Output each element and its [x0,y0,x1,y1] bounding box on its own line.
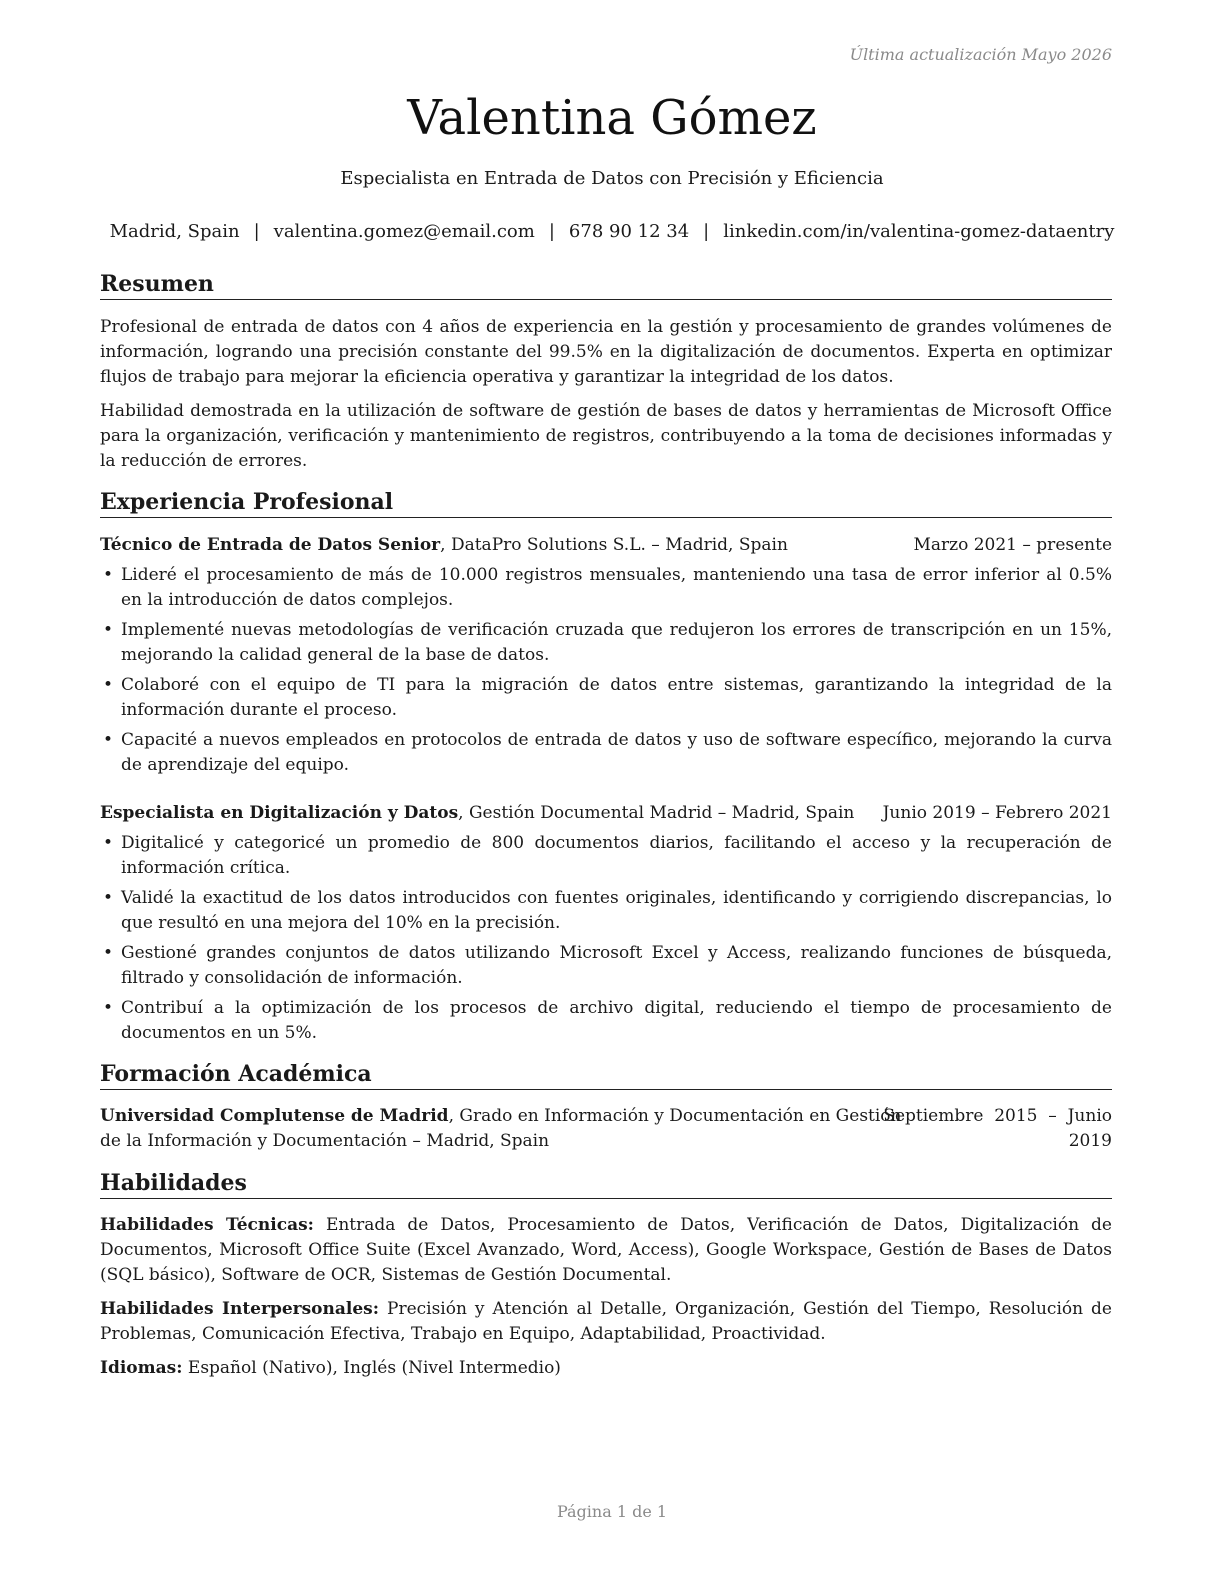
summary-paragraph: Profesional de entrada de datos con 4 años de experiencia en la gestión y procesamiento de grandes volúmenes de información, logrando una precisión constante del 99.5% en la digitalización de documentos. Experta en optimizar flujos de trabajo para mejorar la eficiencia operativa y garantizar la integridad de los datos. [100,317,1112,387]
candidate-name: Valentina Gómez [407,90,817,146]
education-degree: , Grado en Información y Documentación en Gestión [448,1106,902,1126]
skills-technical [100,1213,1112,1288]
skills-label: Habilidades Técnicas: [100,1215,314,1235]
list-item: • Colaboré con el equipo de TI para la migración de datos entre sistemas, garantizando la integridad de la información durante el proceso. [100,673,1112,723]
education-institution: Universidad Complutense de Madrid [100,1106,449,1126]
list-item: • Validé la exactitud de los datos introducidos con fuentes originales, identificando y corrigiendo discrepancias, lo que resultó en una mejora del 10% en la precisión. [100,886,1112,936]
skills-text: Precisión y Atención al Detalle, Organización, Gestión del Tiempo, Resolución de Problemas, Comunicación Efectiva, Trabajo en Equipo, Adaptabilidad, Proactividad. [100,1299,1112,1344]
list-item: • Digitalicé y categoricé un promedio de 800 documentos diarios, facilitando el acceso y la recuperación de información crítica. [100,831,1112,881]
list-item: • Contribuí a la optimización de los procesos de archivo digital, reduciendo el tiempo de procesamiento de documentos en un 5%. [100,996,1112,1046]
job-company: , DataPro Solutions S.L. – Madrid, Spain [440,535,788,555]
education-dates: 2019 [1068,1131,1112,1151]
job-header [100,533,1112,558]
skills-text: Español (Nativo), Inglés (Nivel Intermedio) [182,1358,561,1378]
skills-interpersonal [100,1297,1112,1347]
contact-separator: | [253,221,260,242]
job-title: Especialista en Digitalización y Datos [100,803,459,823]
job-bullets [100,563,1112,783]
education-line: de la Información y Documentación – Madrid, Spain [100,1131,550,1151]
contact-bar [0,220,1224,244]
last-updated: Última actualización Mayo 2026 [849,45,1112,64]
list-item: • Implementé nuevas metodologías de verificación cruzada que redujeron los errores de transcripción en un 15%, mejorando la calidad general de la base de datos. [100,618,1112,668]
job-header [100,801,1112,826]
job-company: , Gestión Documental Madrid – Madrid, Spain [458,803,855,823]
section-title-skills: Habilidades [100,1169,1112,1199]
contact-separator: | [703,221,710,242]
contact-email[interactable]: valentina.gomez@email.com [273,221,535,242]
summary-paragraph: Habilidad demostrada en la utilización de software de gestión de bases de datos y herramientas de Microsoft Office para la organización, verificación y mantenimiento de registros, contribuyendo a la toma de decisiones informadas y la reducción de errores. [100,401,1112,471]
section-title-experience: Experiencia Profesional [100,488,1112,518]
education-entry [100,1104,1112,1154]
headline: Especialista en Entrada de Datos con Precisión y Eficiencia [340,168,884,189]
education-dates: Septiembre 2015 – Junio [883,1106,1112,1126]
job-title: Técnico de Entrada de Datos Senior [100,535,441,555]
contact-separator: | [548,221,555,242]
list-item: • Gestioné grandes conjuntos de datos utilizando Microsoft Excel y Access, realizando funciones de búsqueda, filtrado y consolidación de información. [100,941,1112,991]
job-dates: Junio 2019 – Febrero 2021 [882,803,1112,823]
list-item: • Capacité a nuevos empleados en protocolos de entrada de datos y uso de software específico, mejorando la curva de aprendizaje del equipo. [100,728,1112,778]
job-dates: Marzo 2021 – presente [913,535,1112,555]
skills-label: Habilidades Interpersonales: [100,1299,380,1319]
skills-label: Idiomas: [100,1358,183,1378]
page-number: Página 1 de 1 [556,1502,668,1521]
contact-location: Madrid, Spain [109,221,240,242]
skills-languages [100,1356,1112,1381]
list-item: • Lideré el procesamiento de más de 10.000 registros mensuales, manteniendo una tasa de error inferior al 0.5% en la introducción de datos complejos. [100,563,1112,613]
contact-phone[interactable]: 678 90 12 34 [568,221,690,242]
job-bullets [100,831,1112,1051]
section-title-education: Formación Académica [100,1060,1112,1090]
section-title-summary: Resumen [100,270,1112,300]
contact-linkedin[interactable]: linkedin.com/in/valentina-gomez-dataentry [723,221,1115,242]
skills-text: Entrada de Datos, Procesamiento de Datos, Verificación de Datos, Digitalización de Documentos, Microsoft Office Suite (Excel Avanzado, Word, Access), Google Workspace, Gestión de Bases de Datos (SQL básico), Software de OCR, Sistemas de Gestión Documental. [100,1215,1112,1285]
